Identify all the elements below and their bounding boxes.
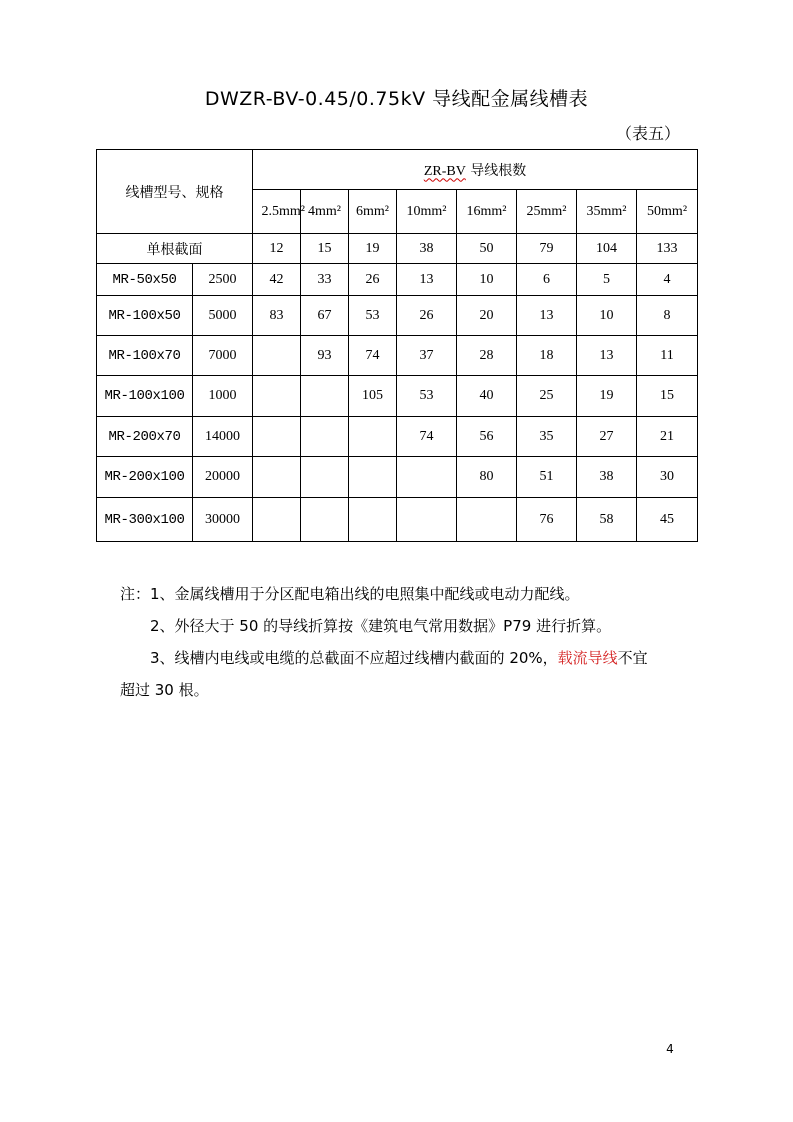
count-cell — [253, 336, 301, 376]
size-header-cell — [253, 190, 305, 234]
spec-cell: 14000 — [193, 417, 253, 457]
size-header-cell — [301, 190, 349, 234]
count-cell: 8 — [637, 296, 698, 336]
count-cell: 6 — [517, 264, 577, 296]
size-header-cell — [517, 190, 577, 234]
count-cell: 5 — [577, 264, 637, 296]
trunking-table — [96, 149, 698, 542]
count-cell — [253, 417, 301, 457]
size-header-cell — [349, 190, 397, 234]
note-2: 2、外径大于 50 的导线折算按《建筑电气常用数据》P79 进行折算。 — [150, 617, 612, 635]
note-3 — [120, 642, 680, 674]
spec-cell: 5000 — [193, 296, 253, 336]
count-cell: 74 — [349, 336, 397, 376]
count-cell — [349, 417, 397, 457]
group-header-suffix: 导线根数 — [470, 162, 527, 179]
spec-cell: 2500 — [193, 264, 253, 296]
count-cell — [349, 498, 397, 542]
size-number: 4 — [308, 203, 315, 219]
model-cell: MR-300x100 — [97, 498, 193, 542]
count-cell: 53 — [397, 376, 457, 417]
count-cell: 67 — [301, 296, 349, 336]
count-cell: 13 — [577, 336, 637, 376]
count-cell — [397, 457, 457, 498]
size-number: 2.5 — [261, 203, 279, 219]
count-cell: 83 — [253, 296, 301, 336]
count-cell — [397, 498, 457, 542]
count-cell: 13 — [397, 264, 457, 296]
spec-cell: 1000 — [193, 376, 253, 417]
page-number: 4 — [666, 1042, 674, 1056]
table-number: （表五） — [615, 124, 680, 143]
size-number: 16 — [466, 203, 481, 219]
count-cell — [457, 498, 517, 542]
count-cell: 40 — [457, 376, 517, 417]
size-number: 6 — [356, 203, 363, 219]
count-cell: 38 — [577, 457, 637, 498]
count-cell — [301, 457, 349, 498]
count-cell: 20 — [457, 296, 517, 336]
note-3-text: 3、线槽内电线或电缆的总截面不应超过线槽内截面的 20%， — [150, 649, 558, 667]
count-cell: 26 — [349, 264, 397, 296]
spec-cell: 20000 — [193, 457, 253, 498]
model-cell: MR-100x100 — [97, 376, 193, 417]
note-3-continued: 超过 30 根。 — [120, 681, 209, 699]
section-value-cell: 12 — [253, 234, 301, 264]
count-cell: 26 — [397, 296, 457, 336]
size-unit: mm² — [600, 203, 627, 219]
section-value-cell: 15 — [301, 234, 349, 264]
count-cell: 11 — [637, 336, 698, 376]
size-number: 25 — [526, 203, 541, 219]
count-cell — [301, 376, 349, 417]
size-header-cell — [457, 190, 517, 234]
count-cell: 53 — [349, 296, 397, 336]
size-header-cell — [637, 190, 698, 234]
count-cell: 37 — [397, 336, 457, 376]
section-value-cell: 79 — [517, 234, 577, 264]
table-row — [97, 417, 698, 457]
model-cell: MR-100x70 — [97, 336, 193, 376]
count-cell: 27 — [577, 417, 637, 457]
count-cell: 105 — [349, 376, 397, 417]
size-unit: mm² — [540, 203, 567, 219]
model-cell: MR-200x100 — [97, 457, 193, 498]
count-cell — [253, 376, 301, 417]
table-row — [97, 264, 698, 296]
table-row — [97, 336, 698, 376]
count-cell: 51 — [517, 457, 577, 498]
model-cell: MR-100x50 — [97, 296, 193, 336]
count-cell: 13 — [517, 296, 577, 336]
size-number: 35 — [586, 203, 601, 219]
group-header-prefix: ZR-BV — [423, 163, 466, 179]
size-unit: mm² — [661, 203, 688, 219]
section-value-cell: 104 — [577, 234, 637, 264]
count-cell: 28 — [457, 336, 517, 376]
count-cell — [301, 417, 349, 457]
count-cell: 58 — [577, 498, 637, 542]
size-header-cell — [397, 190, 457, 234]
count-cell: 10 — [457, 264, 517, 296]
section-value-cell: 38 — [397, 234, 457, 264]
count-cell: 21 — [637, 417, 698, 457]
section-value-cell: 19 — [349, 234, 397, 264]
table-row — [97, 498, 698, 542]
table-row — [97, 296, 698, 336]
count-cell: 10 — [577, 296, 637, 336]
count-cell: 56 — [457, 417, 517, 457]
model-cell: MR-200x70 — [97, 417, 193, 457]
count-cell: 42 — [253, 264, 301, 296]
note-1: 注：1、金属线槽用于分区配电箱出线的电照集中配线或电动力配线。 — [120, 585, 580, 603]
count-cell: 19 — [577, 376, 637, 417]
size-unit: mm² — [420, 203, 447, 219]
count-cell: 35 — [517, 417, 577, 457]
count-cell: 80 — [457, 457, 517, 498]
note-3-tail: 不宜 — [617, 649, 648, 667]
spec-cell: 7000 — [193, 336, 253, 376]
size-number: 50 — [647, 203, 662, 219]
count-cell — [253, 498, 301, 542]
section-value-cell: 50 — [457, 234, 517, 264]
page-title: DWZR-BV-0.45/0.75kV 导线配金属线槽表 — [204, 88, 589, 110]
single-section-label: 单根截面 — [97, 234, 253, 264]
table-row — [97, 376, 698, 417]
count-cell: 30 — [637, 457, 698, 498]
size-unit: mm² — [315, 203, 341, 219]
notes — [120, 578, 680, 706]
count-cell: 76 — [517, 498, 577, 542]
size-unit: mm² — [363, 203, 389, 219]
table-row — [97, 457, 698, 498]
section-value-cell: 133 — [637, 234, 698, 264]
count-cell — [253, 457, 301, 498]
count-cell: 18 — [517, 336, 577, 376]
count-cell: 4 — [637, 264, 698, 296]
size-unit: mm² — [480, 203, 507, 219]
size-number: 10 — [406, 203, 421, 219]
group-header-cell — [253, 150, 698, 190]
note-3-highlight: 载流导线 — [557, 649, 618, 667]
count-cell: 45 — [637, 498, 698, 542]
row-header-cell: 线槽型号、规格 — [97, 150, 253, 234]
count-cell: 25 — [517, 376, 577, 417]
count-cell: 74 — [397, 417, 457, 457]
size-unit: mm² — [279, 203, 305, 219]
model-cell: MR-50x50 — [97, 264, 193, 296]
size-header-cell — [577, 190, 637, 234]
count-cell: 93 — [301, 336, 349, 376]
count-cell — [301, 498, 349, 542]
count-cell: 15 — [637, 376, 698, 417]
spec-cell: 30000 — [193, 498, 253, 542]
count-cell — [349, 457, 397, 498]
count-cell: 33 — [301, 264, 349, 296]
